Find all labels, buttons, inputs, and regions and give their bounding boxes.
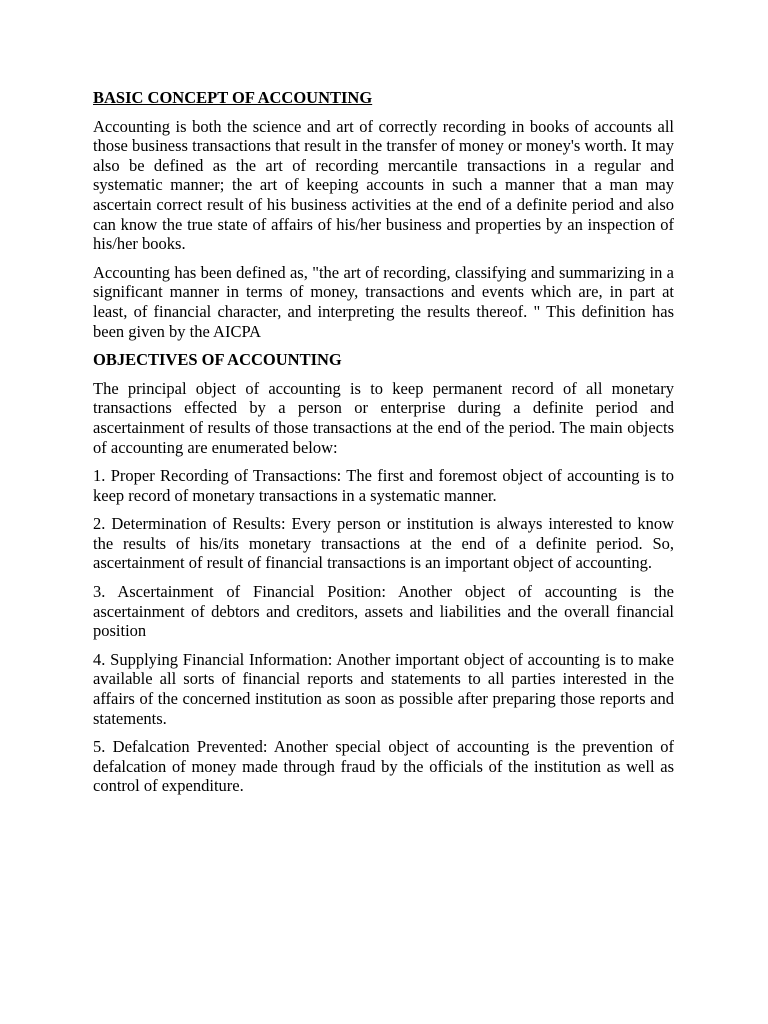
section-heading-objectives: OBJECTIVES OF ACCOUNTING <box>93 350 342 370</box>
list-item-objective-3: 3. Ascertainment of Financial Position: Another object of accounting is the ascertainment of debtors and creditors, assets and liabilities and the overall financial position <box>93 582 674 641</box>
paragraph-definition: Accounting is both the science and art of correctly recording in books of accounts all those business transactions that result in the transfer of money or money's worth. It may also be defined as the art of recording mercantile transactions in a regular and systematic manner; the art of keeping accounts in such a manner that a man may ascertain correct result of his business activities at the end of a definite period and also can know the true state of affairs of his/her business and properties by an inspection of his/her books. <box>93 116 674 254</box>
paragraph-aicpa-definition: Accounting has been defined as, "the art of recording, classifying and summarizing in a significant manner in terms of money, transactions and events which are, in part at least, of financial character, and interpreting the results thereof. " This definition has been given by the AICPA <box>93 262 674 341</box>
list-item-objective-1: 1. Proper Recording of Transactions: The first and foremost object of accounting is to keep record of monetary transactions in a systematic manner. <box>93 466 674 505</box>
paragraph-objectives-intro: The principal object of accounting is to keep permanent record of all monetary transactions effected by a person or enterprise during a definite period and ascertainment of results of those transactions at the end of the period. The main objects of accounting are enumerated below: <box>93 378 674 457</box>
list-item-objective-5: 5. Defalcation Prevented: Another special object of accounting is the prevention of defalcation of money made through fraud by the officials of the institution as well as control of expenditure. <box>93 737 674 796</box>
section-heading-basic-concept: BASIC CONCEPT OF ACCOUNTING <box>93 88 373 107</box>
list-item-objective-2: 2. Determination of Results: Every person or institution is always interested to know the results of his/its monetary transactions at the end of a definite period. So, ascertainment of result of financial transactions is an important object of accounting. <box>93 514 674 573</box>
list-item-objective-4: 4. Supplying Financial Information: Another important object of accounting is to make available all sorts of financial reports and statements to all parties interested in the affairs of the concerned institution as soon as possible after preparing those reports and statements. <box>93 649 674 728</box>
document-page <box>93 88 674 805</box>
